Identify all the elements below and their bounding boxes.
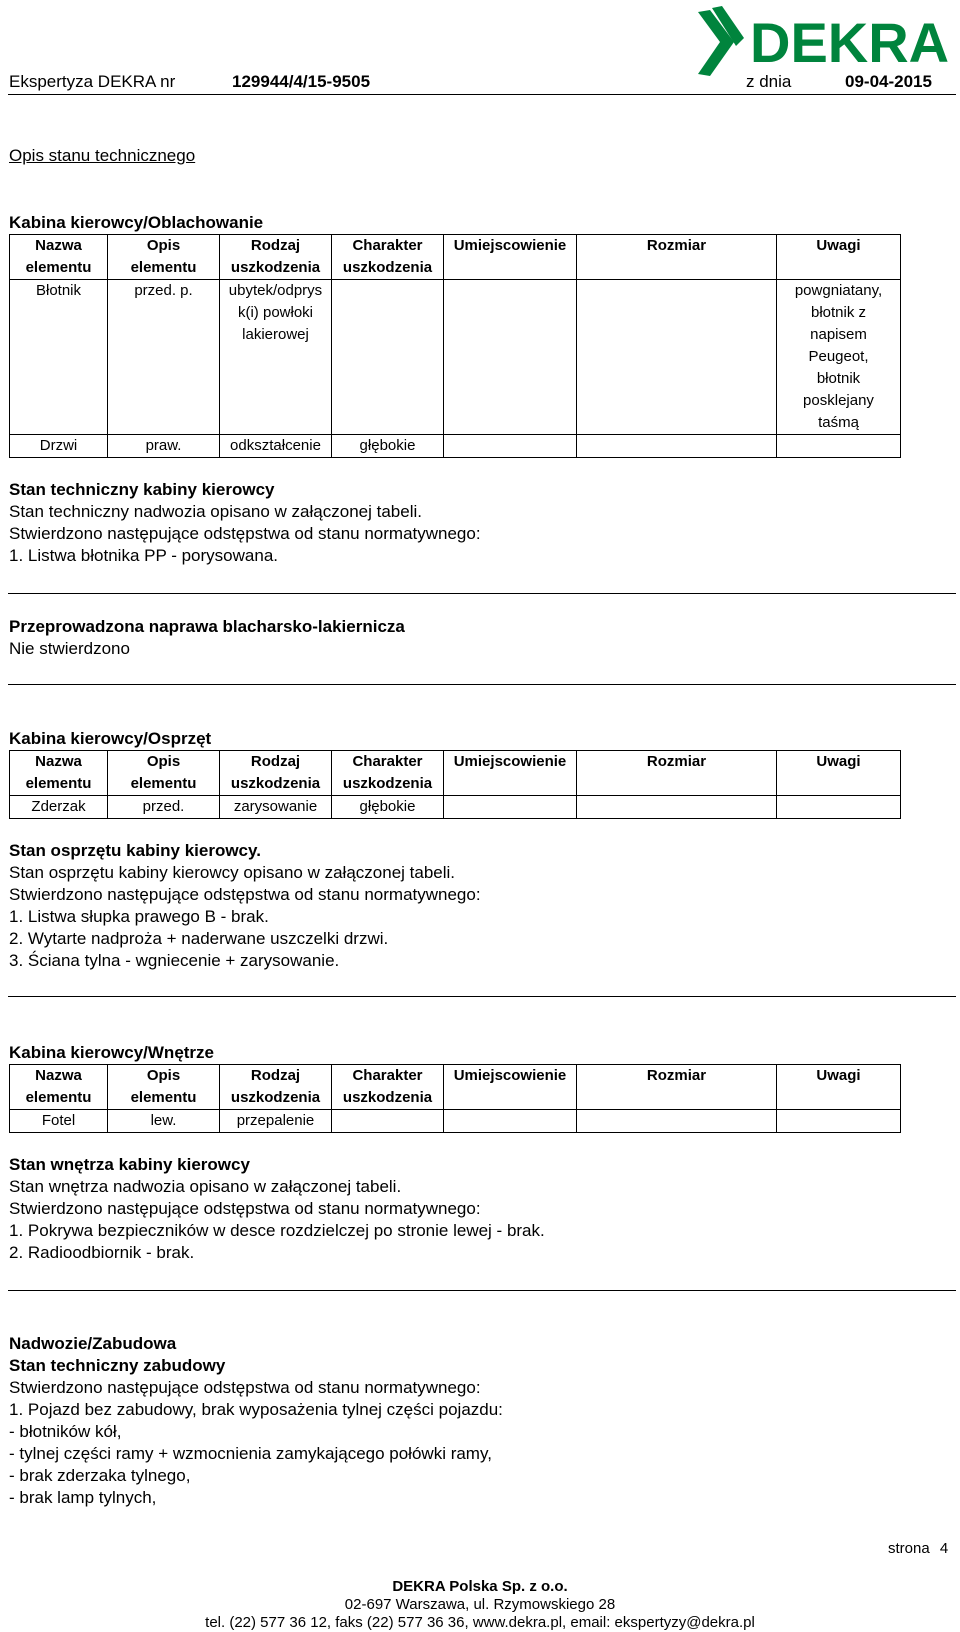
footer-address: 02-697 Warszawa, ul. Rzymowskiego 28 — [344, 1596, 616, 1613]
col-header-character: Charakter uszkodzenia — [332, 1065, 444, 1110]
col-header-location: Umiejscowienie — [444, 751, 577, 796]
damage-table-wnetrze — [9, 1064, 901, 1133]
cell-size — [577, 796, 777, 819]
col-header-location: Umiejscowienie — [444, 1065, 577, 1110]
cell-character — [332, 280, 444, 435]
cell-character — [332, 1110, 444, 1133]
cell-character: głębokie — [332, 435, 444, 458]
col-header-desc: Opis elementu — [108, 751, 220, 796]
table-row — [10, 280, 901, 435]
cell-desc: praw. — [108, 435, 220, 458]
text-line: Stan techniczny nadwozia opisano w załączonej tabeli. — [9, 502, 422, 521]
col-header-notes: Uwagi — [777, 235, 901, 280]
section-title-wnetrze: Kabina kierowcy/Wnętrze — [9, 1043, 215, 1062]
text-line: Stwierdzono następujące odstępstwa od stanu normatywnego: — [9, 1378, 481, 1397]
col-header-size: Rozmiar — [577, 235, 777, 280]
text-line: Stan wnętrza nadwozia opisano w załączonej tabeli. — [9, 1177, 402, 1196]
cell-desc: przed. — [108, 796, 220, 819]
col-header-type: Rodzaj uszkodzenia — [220, 751, 332, 796]
col-header-character: Charakter uszkodzenia — [332, 235, 444, 280]
text-line: - brak zderzaka tylnego, — [9, 1466, 191, 1485]
table-row — [10, 796, 901, 819]
section-divider — [8, 684, 956, 685]
cell-size — [577, 280, 777, 435]
cell-location — [444, 796, 577, 819]
cell-name: Błotnik — [10, 280, 108, 435]
cell-type: odkształcenie — [220, 435, 332, 458]
page-number — [888, 1540, 948, 1557]
state-title-cabin: Stan techniczny kabiny kierowcy — [9, 480, 275, 499]
damage-table-osprzet — [9, 750, 901, 819]
cell-notes — [777, 435, 901, 458]
cell-location — [444, 280, 577, 435]
section-title-repair: Przeprowadzona naprawa blacharsko-lakiernicza — [9, 617, 405, 636]
report-label: Ekspertyza DEKRA nr — [9, 72, 176, 91]
cell-type: zarysowanie — [220, 796, 332, 819]
section-title-zabudowa: Nadwozie/Zabudowa — [9, 1334, 177, 1353]
dekra-logo — [696, 4, 958, 82]
date-label: z dnia — [746, 72, 792, 91]
table-header-row — [10, 1065, 901, 1110]
cell-location — [444, 435, 577, 458]
text-line: 1. Listwa słupka prawego B - brak. — [9, 907, 269, 926]
section-title-oblachowanie: Kabina kierowcy/Oblachowanie — [9, 213, 264, 232]
cell-location — [444, 1110, 577, 1133]
text-line: 1. Pojazd bez zabudowy, brak wyposażenia tylnej części pojazdu: — [9, 1400, 503, 1419]
col-header-desc: Opis elementu — [108, 235, 220, 280]
cell-character: głębokie — [332, 796, 444, 819]
table-row — [10, 435, 901, 458]
text-line: 2. Radioodbiornik - brak. — [9, 1243, 195, 1262]
table-row — [10, 1110, 901, 1133]
cell-name: Zderzak — [10, 796, 108, 819]
cell-name: Fotel — [10, 1110, 108, 1133]
text-line: 1. Listwa błotnika PP - porysowana. — [9, 546, 278, 565]
cell-desc: przed. p. — [108, 280, 220, 435]
date-block — [746, 72, 791, 92]
state-title-zabudowa: Stan techniczny zabudowy — [9, 1356, 226, 1375]
cell-name: Drzwi — [10, 435, 108, 458]
logo-text: DEKRA — [750, 11, 950, 74]
text-line: Stan osprzętu kabiny kierowcy opisano w załączonej tabeli. — [9, 863, 456, 882]
cell-desc: lew. — [108, 1110, 220, 1133]
footer-company: DEKRA Polska Sp. z o.o. — [392, 1578, 568, 1595]
cell-type: przepalenie — [220, 1110, 332, 1133]
footer-contact: tel. (22) 577 36 12, faks (22) 577 36 36, www.dekra.pl, email: ekspertyzy@dekra.pl — [205, 1614, 755, 1631]
page-number-label: strona — [888, 1540, 930, 1557]
text-line: Stwierdzono następujące odstępstwa od stanu normatywnego: — [9, 1199, 481, 1218]
report-header — [9, 72, 175, 92]
text-line: 1. Pokrywa bezpieczników w desce rozdzielczej po stronie lewej - brak. — [9, 1221, 545, 1240]
col-header-notes: Uwagi — [777, 1065, 901, 1110]
cell-size — [577, 435, 777, 458]
text-line: - błotników kół, — [9, 1422, 122, 1441]
text-line: Nie stwierdzono — [9, 639, 130, 658]
section-divider — [8, 996, 956, 997]
report-date: 09-04-2015 — [845, 72, 932, 91]
state-title-osprzet: Stan osprzętu kabiny kierowcy. — [9, 841, 261, 860]
cell-type: ubytek/odprys k(i) powłoki lakierowej — [220, 280, 332, 435]
page-title: Opis stanu technicznego — [9, 146, 196, 165]
text-line: - brak lamp tylnych, — [9, 1488, 157, 1507]
col-header-desc: Opis elementu — [108, 1065, 220, 1110]
cell-size — [577, 1110, 777, 1133]
cell-notes: powgniatany, błotnik z napisem Peugeot, błotnik posklejany taśmą — [777, 280, 901, 435]
table-header-row — [10, 235, 901, 280]
section-title-osprzet: Kabina kierowcy/Osprzęt — [9, 729, 212, 748]
cell-notes — [777, 1110, 901, 1133]
text-line: 3. Ściana tylna - wgniecenie + zarysowanie. — [9, 951, 340, 970]
col-header-notes: Uwagi — [777, 751, 901, 796]
text-line: Stwierdzono następujące odstępstwa od stanu normatywnego: — [9, 524, 481, 543]
table-header-row — [10, 751, 901, 796]
col-header-name: Nazwa elementu — [10, 1065, 108, 1110]
col-header-name: Nazwa elementu — [10, 751, 108, 796]
text-line: 2. Wytarte nadproża + naderwane uszczelki drzwi. — [9, 929, 389, 948]
cell-notes — [777, 796, 901, 819]
col-header-size: Rozmiar — [577, 751, 777, 796]
text-line: Stwierdzono następujące odstępstwa od stanu normatywnego: — [9, 885, 481, 904]
col-header-type: Rodzaj uszkodzenia — [220, 235, 332, 280]
page-number-value: 4 — [939, 1540, 949, 1557]
col-header-type: Rodzaj uszkodzenia — [220, 1065, 332, 1110]
col-header-name: Nazwa elementu — [10, 235, 108, 280]
header-divider — [8, 94, 956, 95]
col-header-size: Rozmiar — [577, 1065, 777, 1110]
section-divider — [8, 1290, 956, 1291]
report-number: 129944/4/15-9505 — [232, 72, 371, 91]
col-header-character: Charakter uszkodzenia — [332, 751, 444, 796]
section-divider — [8, 593, 956, 594]
state-title-wnetrze: Stan wnętrza kabiny kierowcy — [9, 1155, 250, 1174]
text-line: - tylnej części ramy + wzmocnienia zamykającego połówki ramy, — [9, 1444, 492, 1463]
damage-table-oblachowanie — [9, 234, 901, 458]
col-header-location: Umiejscowienie — [444, 235, 577, 280]
